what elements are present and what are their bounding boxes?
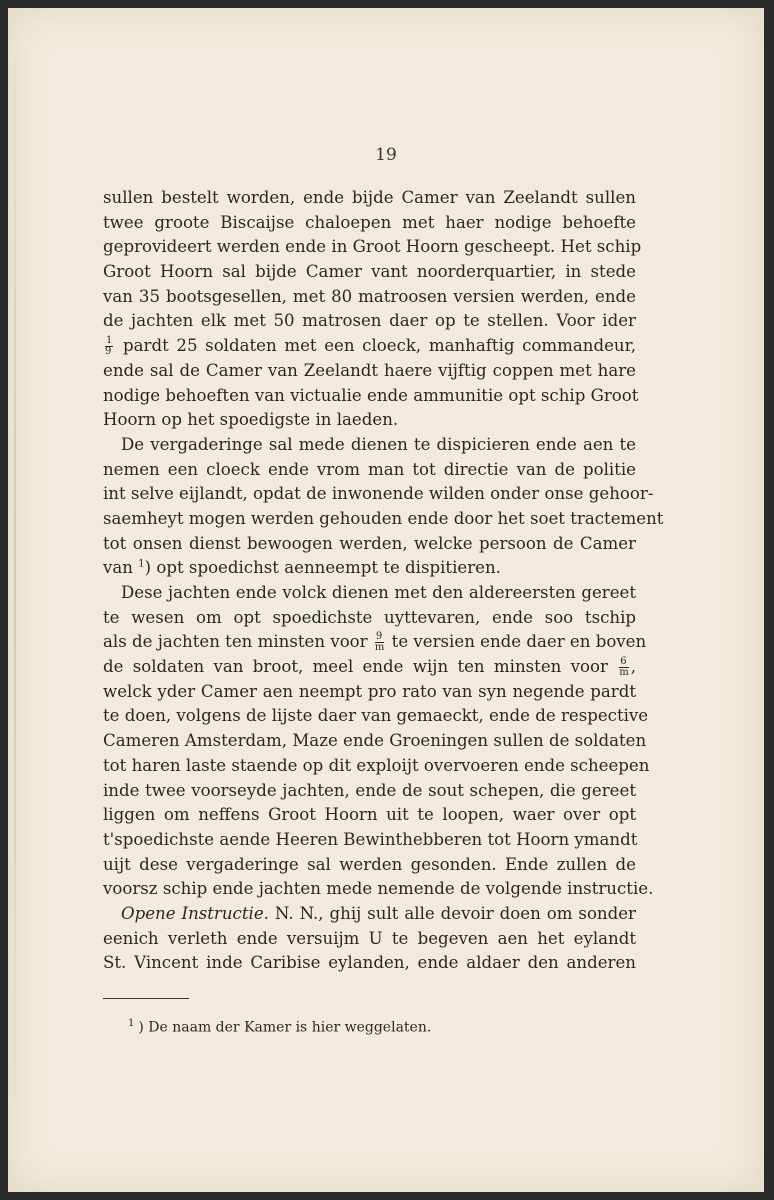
fraction: $\frac{9}{m}$ [374, 631, 385, 654]
text-line: eenich verleth ende versuijm U te begeven aen het eylandt [103, 928, 636, 948]
text-line: als de jachten ten minsten voor $\frac{9}{m}$ te versien ende daer en boven [103, 631, 647, 654]
text-line: saemheyt mogen werden gehouden ende door het soet tractement [103, 508, 664, 528]
text-line: liggen om neffens Groot Hoorn uit te loopen, waer over opt [103, 805, 636, 825]
text-line: tot onsen dienst bewoogen werden, welcke persoon de Camer [103, 533, 636, 553]
text-line: Opene Instructie. N. N., ghij sult alle devoir doen om sonder [121, 903, 636, 923]
text-line: int selve eijlandt, opdat de inwonende wilden onder onse gehoor- [103, 484, 654, 504]
text-line: inde twee voorseyde jachten, ende de sout schepen, die gereet [103, 780, 636, 800]
text-line: tot haren laste staende op dit exploijt overvoeren ende scheepen [103, 755, 650, 775]
text-line: nemen een cloeck ende vrom man tot directie van de politie [103, 459, 636, 479]
fraction: $\frac{1}{9}$ [105, 335, 113, 358]
body-text [103, 186, 664, 976]
text-line: Dese jachten ende volck dienen met den aldereersten gereet [121, 583, 636, 602]
italic-heading: Opene Instructie. [121, 903, 269, 923]
footnote-ref: 1 [138, 558, 145, 570]
text-line: sullen bestelt worden, ende bijde Camer van Zeelandt sullen [103, 188, 636, 207]
footnote: $^1$ ) De naam der Kamer is hier weggelaten. [128, 1018, 432, 1036]
text-line: Cameren Amsterdam, Maze ende Groeningen sullen de soldaten [103, 731, 647, 751]
text-line: welck yder Camer aen neempt pro rato van syn negende pardt [103, 681, 636, 701]
text-line: twee groote Biscaijse chaloepen met haer nodige behoefte [103, 212, 636, 232]
text-line: de jachten elk met 50 matrosen daer op te stellen. Voor ider [103, 311, 636, 331]
text-line: De vergaderinge sal mede dienen te dispicieren ende aen te [121, 434, 636, 454]
page-edge [14, 58, 16, 1098]
text-line: nodige behoeften van victualie ende ammunitie opt schip Groot [103, 385, 639, 405]
text-line: van 35 bootsgesellen, met 80 matroosen versien werden, ende [103, 286, 636, 306]
text-line: voorsz schip ende jachten mede nemende de volgende instructie. [103, 879, 654, 899]
text-line: Groot Hoorn sal bijde Camer vant noorderquartier, in stede [103, 262, 636, 282]
text-line: ende sal de Camer van Zeelandt haere vijftig coppen met hare [103, 360, 636, 380]
text-line: uijt dese vergaderinge sal werden gesonden. Ende zullen de [103, 854, 636, 874]
text-line: St. Vincent inde Caribise eylanden, ende aldaer den anderen [103, 953, 636, 973]
text-line: geprovideert werden ende in Groot Hoorn gescheept. Het schip [103, 237, 642, 257]
text-line: te doen, volgens de lijste daer van gemaeckt, ende de respective [103, 706, 649, 726]
text-line: $\frac{1}{9}$ pardt 25 soldaten met een cloeck, manhaftig commandeur, [105, 335, 636, 358]
text-line: te wesen om opt spoedichste uyttevaren, ende soo tschip [103, 607, 636, 627]
book-page [8, 8, 764, 1192]
text-line: van $^1$) opt spoedichst aenneempt te dispitieren. [103, 558, 501, 578]
footnote-rule [103, 998, 189, 999]
text-line: Hoorn op het spoedigste in laeden. [103, 410, 399, 430]
text-line: de soldaten van broot, meel ende wijn ten minsten voor $\frac{6}{m}$ , [103, 656, 636, 679]
page-number: 19 [375, 145, 397, 165]
text-line: t'spoedichste aende Heeren Bewinthebberen tot Hoorn ymandt [103, 829, 638, 849]
fraction: $\frac{6}{m}$ [619, 656, 629, 679]
